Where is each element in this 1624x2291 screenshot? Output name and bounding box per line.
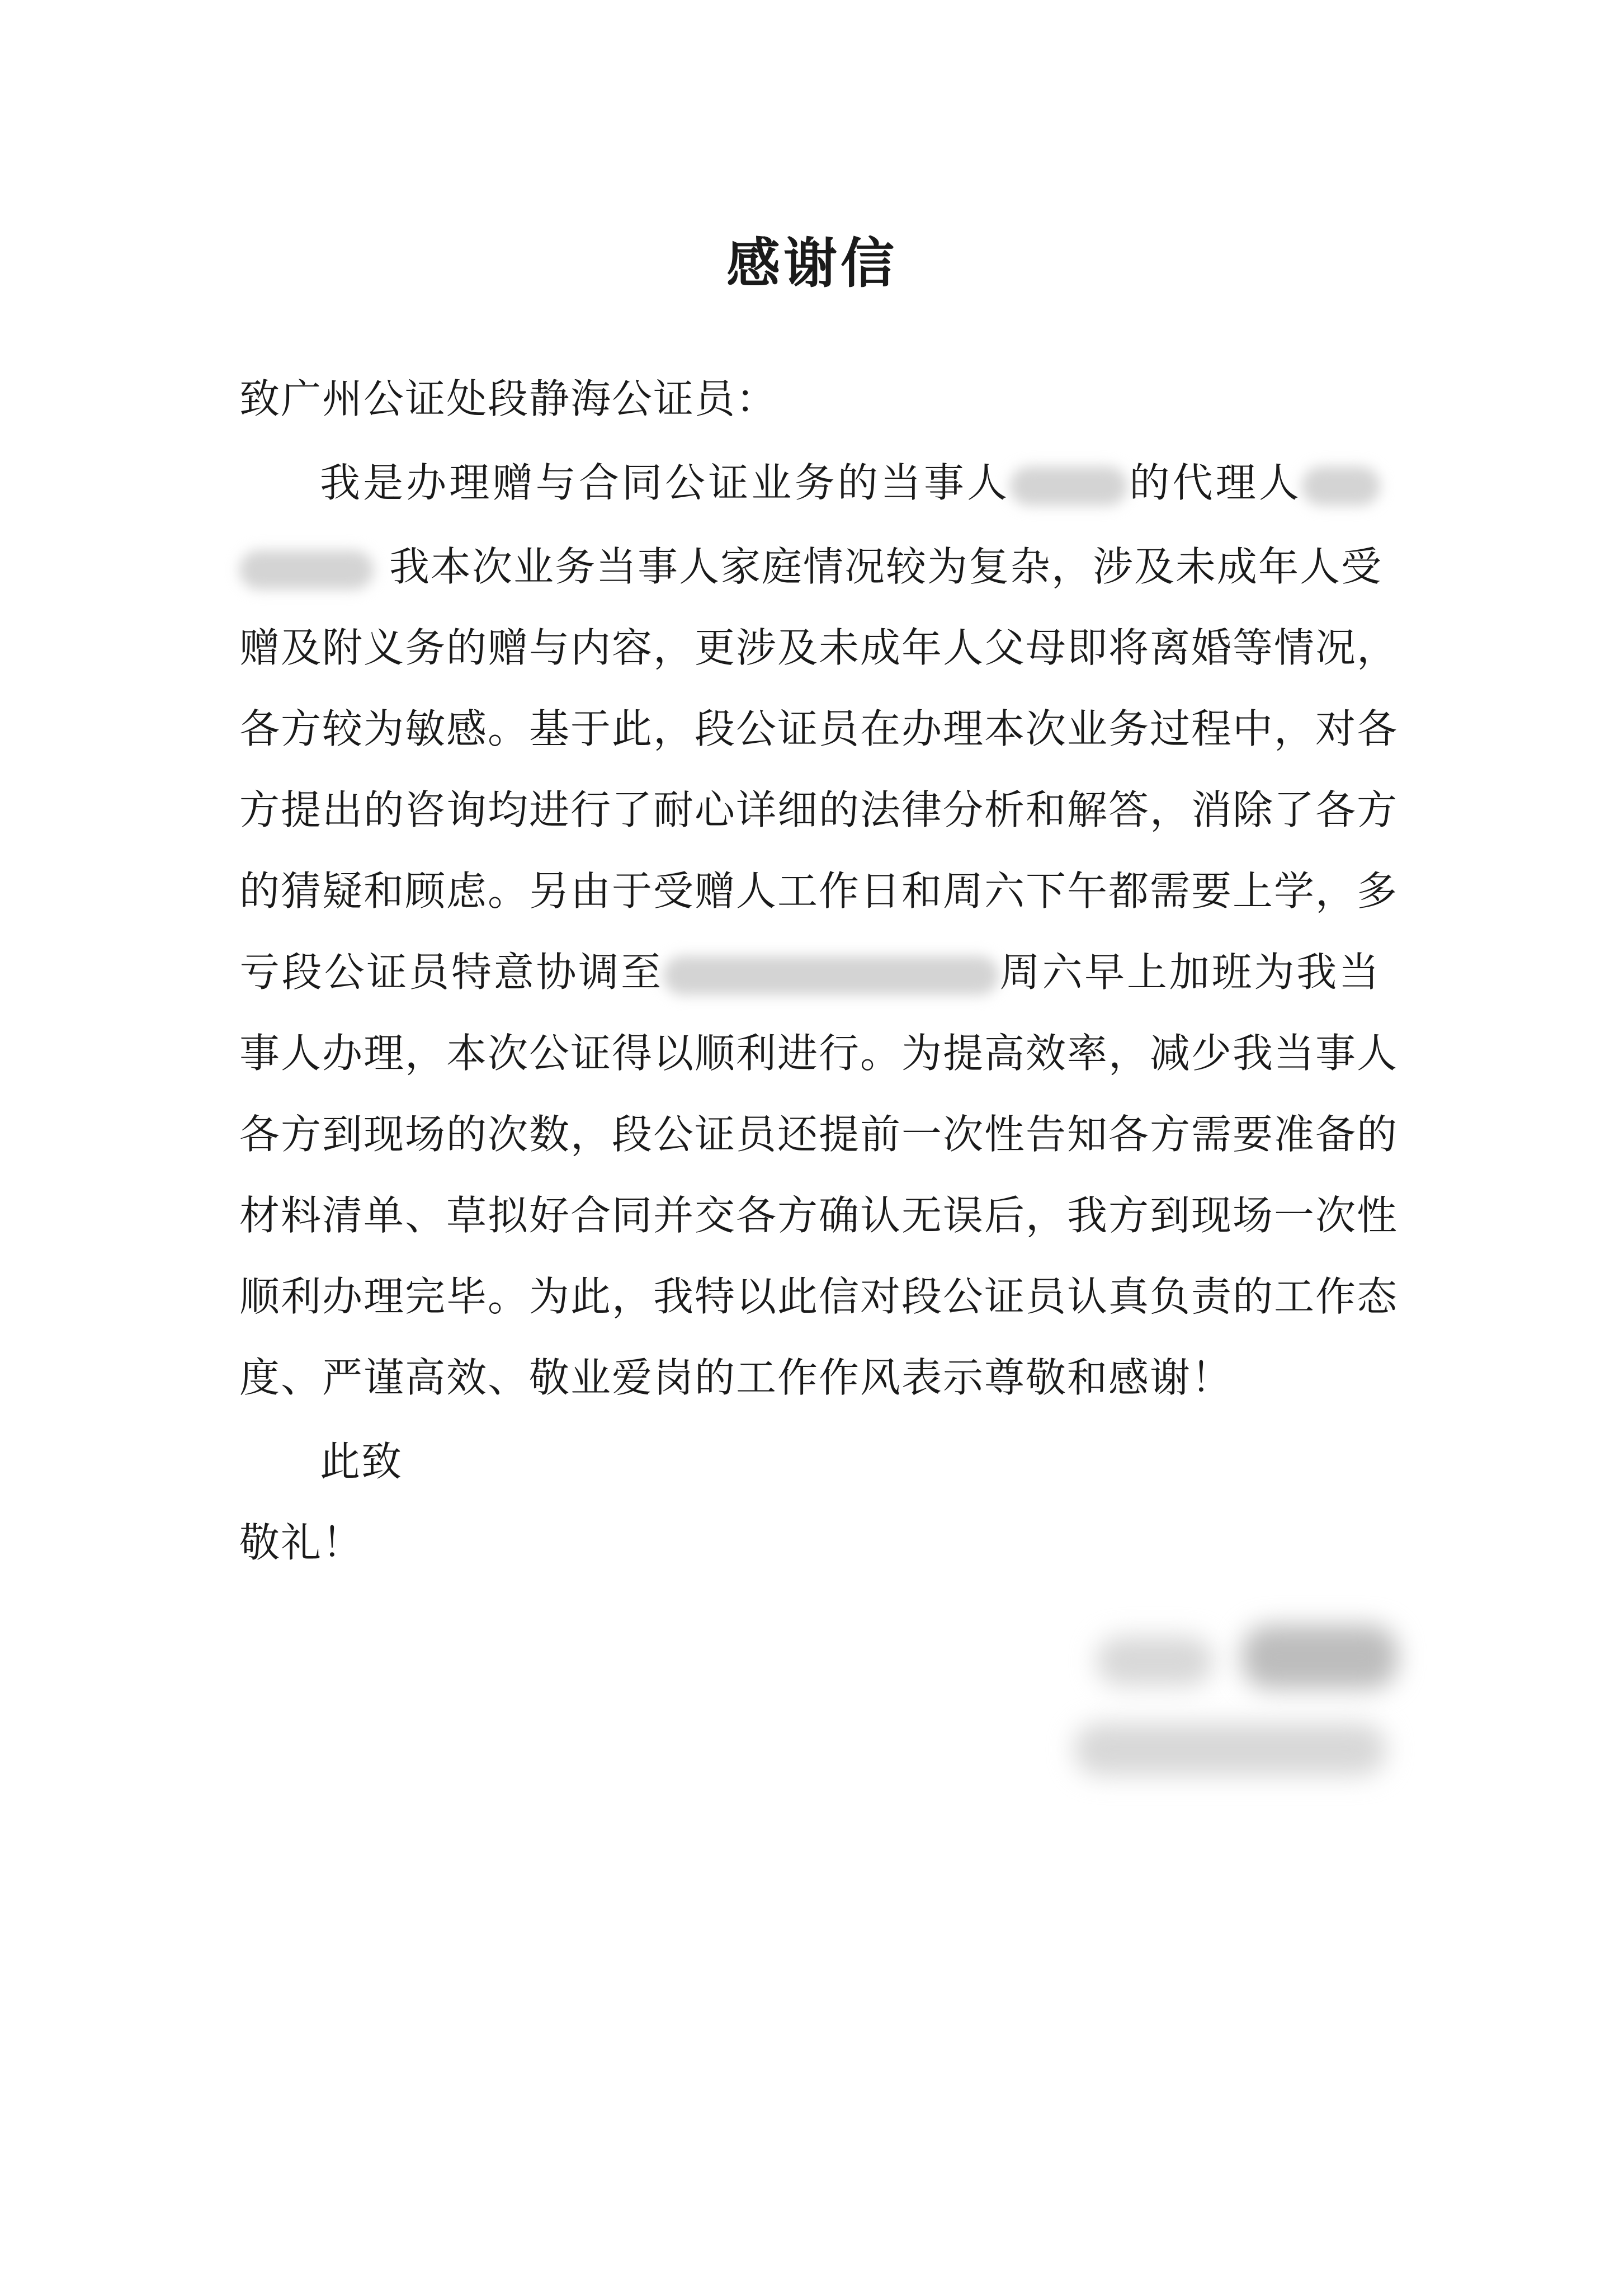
closing-jing-li: 敬礼！ <box>239 1519 364 1566</box>
redacted-signature-name <box>1241 1625 1398 1689</box>
body-line-9: 各方到现场的次数，段公证员还提前一次性告知各方需要准备的 <box>239 1111 1399 1158</box>
redacted-agent-name-cont <box>239 550 374 590</box>
redacted-date <box>663 956 999 995</box>
body-line-10: 材料清单、草拟好合同并交各方确认无误后，我方到现场一次性 <box>239 1192 1399 1239</box>
body-line-12: 度、严谨高效、敬业爱岗的工作作风表示尊敬和感谢！ <box>239 1354 1233 1401</box>
body-line-11: 顺利办理完毕。为此，我特以此信对段公证员认真负责的工作态 <box>239 1273 1399 1320</box>
body-line-4: 各方较为敏感。基于此，段公证员在办理本次业务过程中，对各 <box>239 705 1399 752</box>
closing-ci-zhi: 此致 <box>320 1438 403 1485</box>
letter-salutation: 致广州公证处段静海公证员： <box>239 375 778 422</box>
letter-title: 感谢信 <box>726 232 898 295</box>
redacted-signature-label <box>1096 1636 1214 1686</box>
body-line-2-text: 我本次业务当事人家庭情况较为复杂，涉及未成年人受 <box>389 543 1383 590</box>
body-line-7 <box>239 940 1380 998</box>
redacted-agent-name <box>1302 466 1380 506</box>
body-line-8: 事人办理，本次公证得以顺利进行。为提高效率，减少我当事人 <box>239 1030 1399 1077</box>
body-line-7-part-b: 周六早上加班为我当 <box>998 949 1380 996</box>
body-line-1-part-a: 我是办理赠与合同公证业务的当事人 <box>320 459 1011 506</box>
body-line-3: 赠及附义务的赠与内容，更涉及未成年人父母即将离婚等情况， <box>239 624 1399 671</box>
body-line-5: 方提出的咨询均进行了耐心详细的法律分析和解答，消除了各方 <box>239 786 1399 833</box>
redacted-signature-date <box>1074 1723 1387 1776</box>
body-line-7-part-a: 亏段公证员特意协调至 <box>239 949 663 996</box>
body-line-2 <box>239 534 1383 592</box>
body-line-1 <box>320 450 1380 508</box>
body-line-6: 的猜疑和顾虑。另由于受赠人工作日和周六下午都需要上学，多 <box>239 868 1399 914</box>
redacted-client-name <box>1010 466 1127 506</box>
body-line-1-part-b: 的代理人 <box>1127 459 1302 506</box>
